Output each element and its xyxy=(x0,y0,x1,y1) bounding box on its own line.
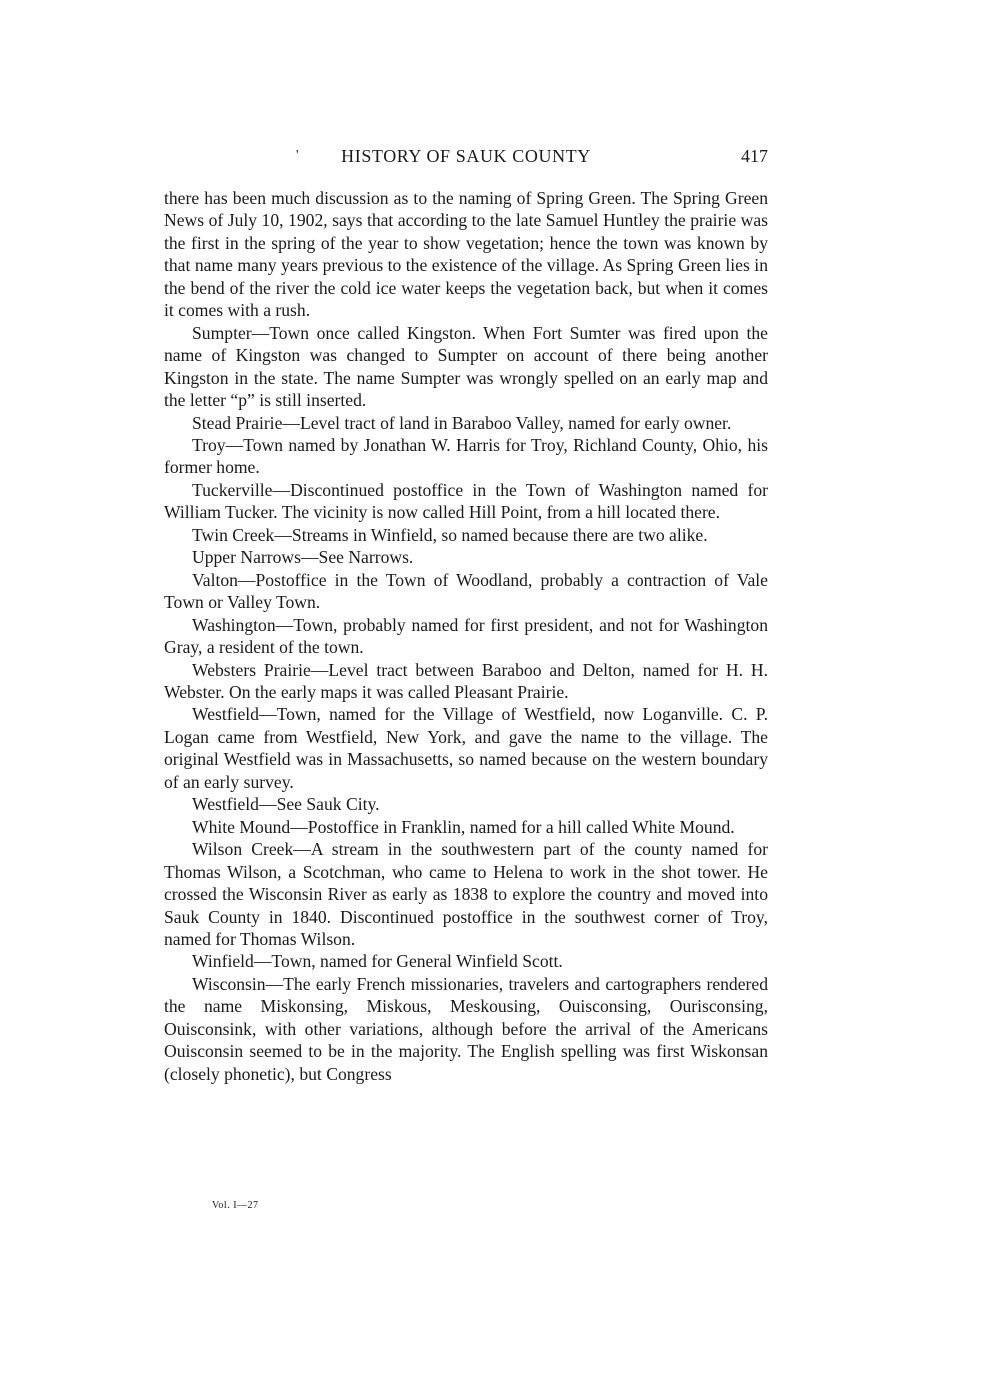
entry-white-mound: White Mound—Postoffice in Franklin, named for a hill called White Mound. xyxy=(192,816,735,837)
entry-websters-prairie: Websters Prairie—Level tract between Baraboo and Delton, named for H. H. Webster. On the early maps it was called Pleasant Prairie. xyxy=(164,659,768,702)
entry-sumpter: Sumpter—Town once called Kingston. When Fort Sumter was fired upon the name of Kingston was changed to Sumpter on account of there being another Kingston in the state. The name Sumpter was wrongly spelled on an early map and the letter “p” is still inserted. xyxy=(164,322,768,411)
entry-wisconsin: Wisconsin—The early French missionaries, travelers and cartographers rendered the name Miskonsing, Miskous, Meskousing, Ouisconsing, Ourisconsing, Ouisconsink, with other variations, although before the arrival of the Americans Ouisconsin seemed to be in the majority. The English spelling was first Wiskonsan (closely phonetic), but Congress xyxy=(164,973,768,1084)
entry-tuckerville: Tuckerville—Discontinued postoffice in the Town of Washington named for William Tucker. The vicinity is now called Hill Point, from a hill located there. xyxy=(164,479,768,523)
entry-twin-creek: Twin Creek—Streams in Winfield, so named because there are two alike. xyxy=(192,524,708,545)
entry-wilson-creek: Wilson Creek—A stream in the southwestern part of the county named for Thomas Wilson, a Scotchman, who came to Helena to work in the shot tower. He crossed the Wisconsin River as early as 1838 to explore the country and moved into Sauk County in 1840. Discontinued postoffice in the southwest corner of Troy, named for Thomas Wilson. xyxy=(164,839,768,949)
entry-westfield-town: Westfield—Town, named for the Village of Westfield, now Loganville. C. P. Logan came from Westfield, New York, and gave the name to the village. The original Westfield was in Massachusetts, so named because on the western boundary of an early survey. xyxy=(164,704,768,792)
entry-troy: Troy—Town named by Jonathan W. Harris for Troy, Richland County, Ohio, his former home. xyxy=(164,434,768,478)
entry-stead-prairie: Stead Prairie—Level tract of land in Baraboo Valley, named for early owner. xyxy=(192,412,732,433)
running-title: HISTORY OF SAUK COUNTY xyxy=(341,146,591,166)
running-header xyxy=(164,146,768,172)
page-number: 417 xyxy=(741,146,768,166)
entry-winfield: Winfield—Town, named for General Winfield Scott. xyxy=(192,951,563,972)
entry-washington: Washington—Town, probably named for first president, and not for Washington Gray, a resident of the town. xyxy=(164,614,768,658)
body-text xyxy=(164,187,768,1085)
header-mark: ' xyxy=(296,148,299,163)
signature-mark: Vol. I—27 xyxy=(212,1200,259,1211)
entry-westfield-sauk-city: Westfield—See Sauk City. xyxy=(192,794,380,815)
entry-upper-narrows: Upper Narrows—See Narrows. xyxy=(192,547,414,568)
paragraph-spring-green-continued: there has been much discussion as to the naming of Spring Green. The Spring Green News of July 10, 1902, says that according to the late Samuel Huntley the prairie was the first in the spring of the year to show vegetation; hence the town was known by that name many years previous to the existence of the village. As Spring Green lies in the bend of the river the cold ice water keeps the vegetation back, but when it comes it comes with a rush. xyxy=(164,188,768,321)
entry-valton: Valton—Postoffice in the Town of Woodland, probably a contraction of Vale Town or Valley Town. xyxy=(164,569,768,613)
